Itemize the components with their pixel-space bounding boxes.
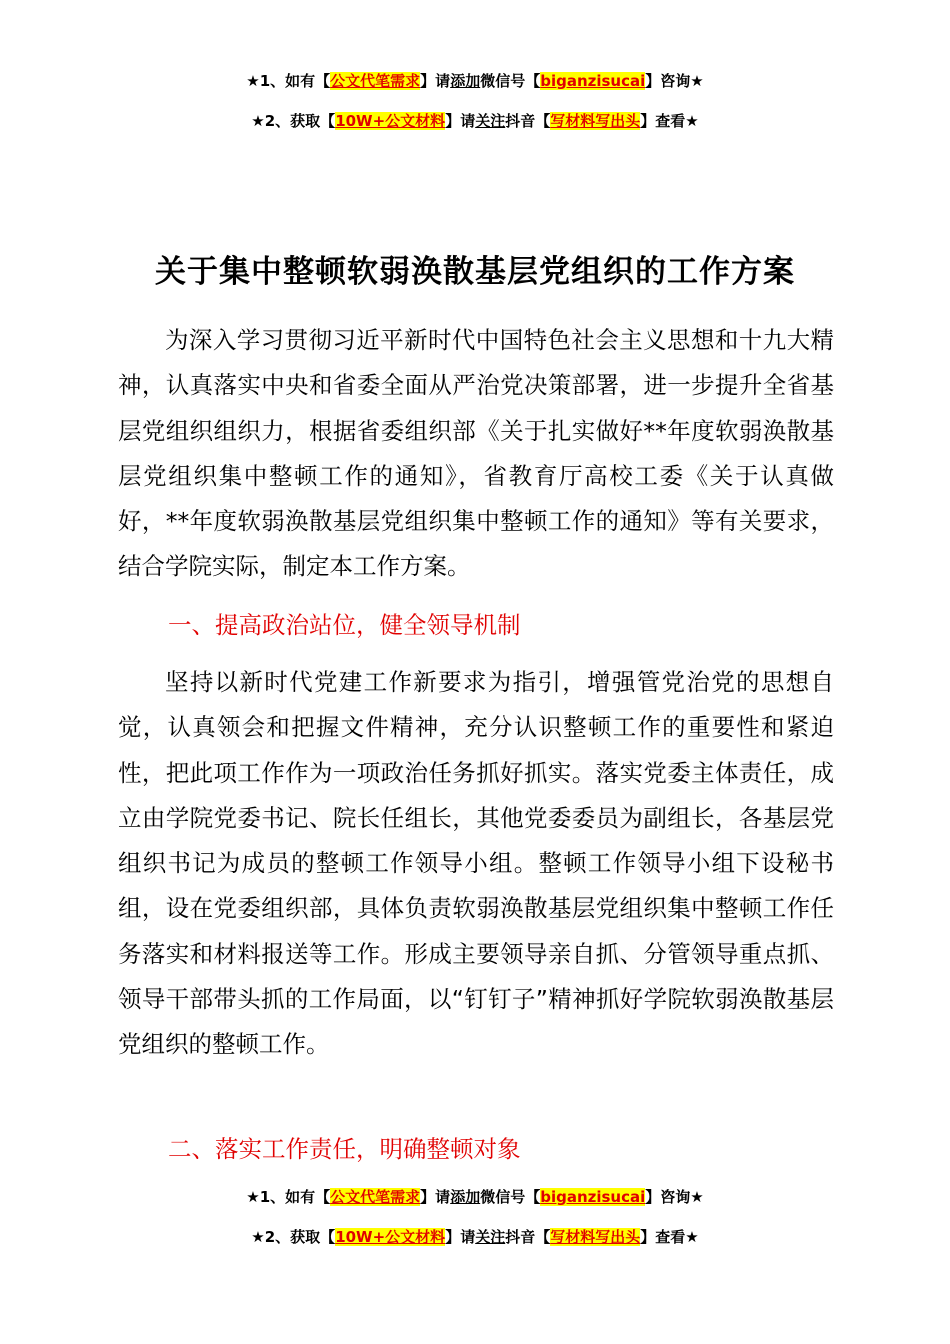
underlined-text: 添加 — [450, 1188, 481, 1206]
banner-text: 微信号【 — [480, 72, 541, 90]
wechat-id: biganzisucai — [540, 72, 646, 90]
intro-paragraph: 为深入学习贯彻习近平新时代中国特色社会主义思想和十九大精神，认真落实中央和省委全面从严治党决策部署，进一步提升全省基层党组织组织力，根据省委组织部《关于扎实做好**年度软弱涣散基层党组织集中整顿工作的通知》，省教育厅高校工委《关于认真做好，**年度软弱涣散基层党组织集中整顿工作的通知》等有关要求，结合学院实际，制定本工作方案。 — [118, 326, 834, 581]
promo-banner-top-line2 — [0, 110, 950, 132]
douyin-account: 写材料写出头 — [550, 112, 641, 130]
highlight-text: 10W+公文材料 — [335, 1228, 446, 1246]
banner-text: 】咨询★ — [645, 72, 704, 90]
promo-banner-bottom-line1 — [0, 1186, 950, 1208]
document-title: 关于集中整顿软弱涣散基层党组织的工作方案 — [155, 254, 795, 290]
banner-text: ★1、如有【 — [246, 72, 331, 90]
banner-text: ★2、获取【 — [251, 112, 336, 130]
underlined-text: 关注 — [475, 1228, 506, 1246]
section-heading-1: 一、提高政治站位，健全领导机制 — [168, 611, 521, 639]
banner-text: 】请 — [445, 1228, 476, 1246]
banner-text: 】请 — [420, 1188, 451, 1206]
douyin-account: 写材料写出头 — [550, 1228, 641, 1246]
section-heading-2: 二、落实工作责任，明确整顿对象 — [168, 1135, 521, 1163]
promo-banner-top-line1 — [0, 70, 950, 92]
wechat-id: biganzisucai — [540, 1188, 646, 1206]
underlined-text: 添加 — [450, 72, 481, 90]
promo-banner-bottom-line2 — [0, 1226, 950, 1248]
underlined-text: 关注 — [475, 112, 506, 130]
highlight-text: 10W+公文材料 — [335, 112, 446, 130]
highlight-text: 公文代笔需求 — [330, 72, 421, 90]
section-1-body: 坚持以新时代党建工作新要求为指引，增强管党治党的思想自觉，认真领会和把握文件精神，充分认识整顿工作的重要性和紧迫性，把此项工作作为一项政治任务抓好抓实。落实党委主体责任，成立由学院党委书记、院长任组长，其他党委委员为副组长，各基层党组织书记为成员的整顿工作领导小组。整顿工作领导小组下设秘书组，设在党委组织部，具体负责软弱涣散基层党组织集中整顿工作任务落实和材料报送等工作。形成主要领导亲自抓、分管领导重点抓、领导干部带头抓的工作局面，以“钉钉子”精神抓好学院软弱涣散基层党组织的整顿工作。 — [118, 668, 834, 1059]
banner-text: 】查看★ — [640, 112, 699, 130]
banner-text: 】查看★ — [640, 1228, 699, 1246]
banner-text: 抖音【 — [505, 112, 551, 130]
highlight-text: 公文代笔需求 — [330, 1188, 421, 1206]
banner-text: 】请 — [445, 112, 476, 130]
banner-text: 抖音【 — [505, 1228, 551, 1246]
banner-text: 】咨询★ — [645, 1188, 704, 1206]
banner-text: ★1、如有【 — [246, 1188, 331, 1206]
banner-text: 微信号【 — [480, 1188, 541, 1206]
banner-text: ★2、获取【 — [251, 1228, 336, 1246]
banner-text: 】请 — [420, 72, 451, 90]
